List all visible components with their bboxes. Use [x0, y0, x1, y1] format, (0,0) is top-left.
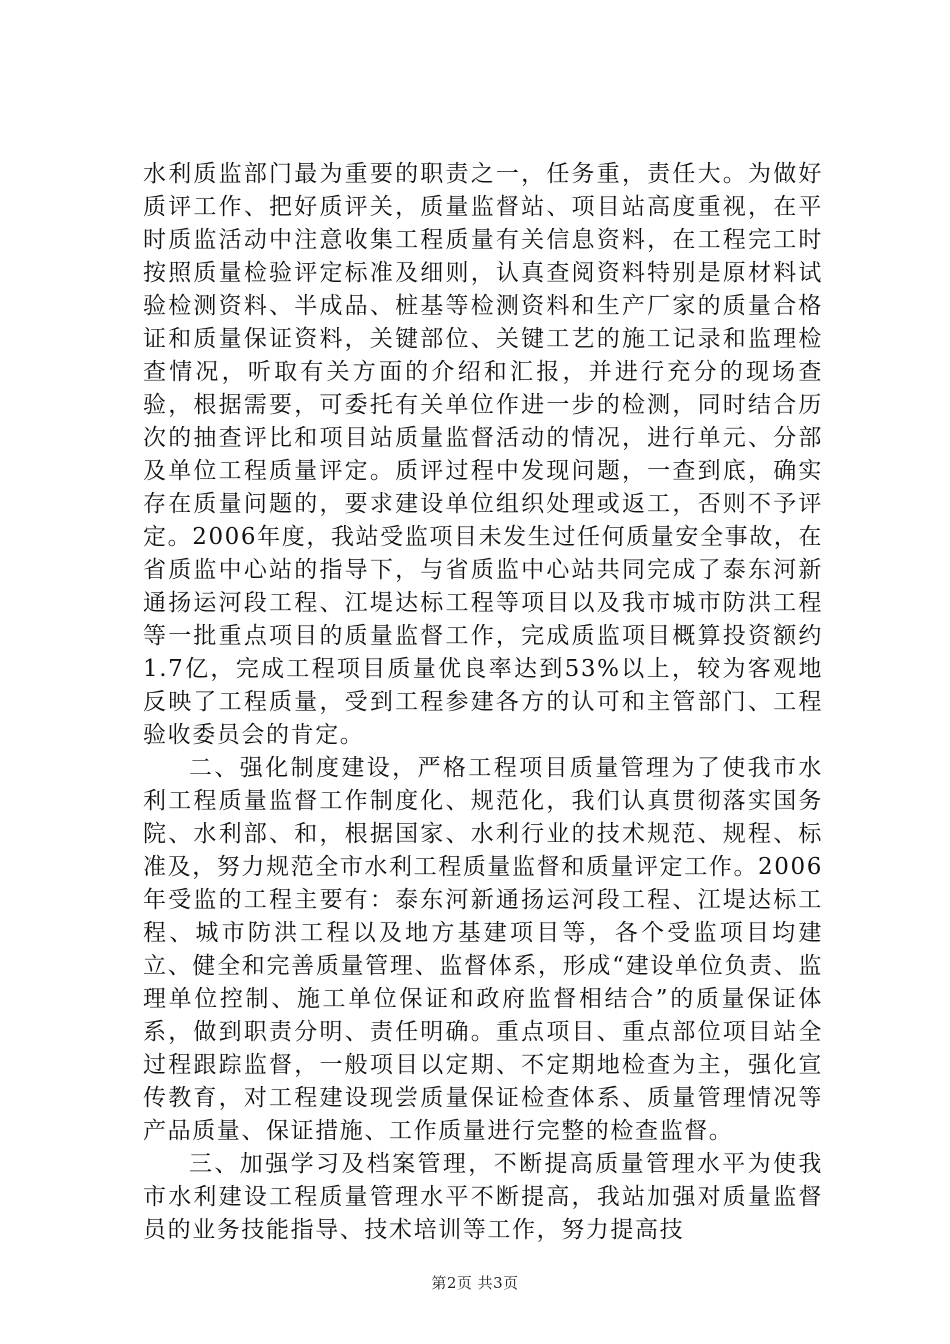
paragraph-system-construction: 二、强化制度建设，严格工程项目质量管理为了使我市水利工程质量监督工作制度化、规范化，我们认真贯彻落实国务院、水利部、和，根据国家、水利行业的技术规范、规程、标准及，努力规范全市水利工程质量监督和质量评定工作。2006年受监的工程主要有：泰东河新通扬运河段工程、江堤达标工程、城市防洪工程以及地方基建项目等，各个受监项目均建立、健全和完善质量管理、监督体系，形成“建设单位负责、监理单位控制、施工单位保证和政府监督相结合”的质量保证体系，做到职责分明、责任明确。重点项目、重点部位项目站全过程跟踪监督，一般项目以定期、不定期地检查为主，强化宣传教育，对工程建设现尝质量保证检查体系、质量管理情况等产品质量、保证措施、工作质量进行完整的检查监督。: [143, 755, 823, 1144]
paragraph-learning-archives: 三、加强学习及档案管理，不断提高质量管理水平为使我市水利建设工程质量管理水平不断提高，我站加强对质量监督员的业务技能指导、技术培训等工作，努力提高技: [143, 1151, 823, 1243]
paragraph-quality-evaluation: 水利质监部门最为重要的职责之一，任务重，责任大。为做好质评工作、把好质评关，质量监督站、项目站高度重视，在平时质监活动中注意收集工程质量有关信息资料，在工程完工时按照质量检验评定标准及细则，认真查阅资料特别是原材料试验检测资料、半成品、桩基等检测资料和生产厂家的质量合格证和质量保证资料，关键部位、关键工艺的施工记录和监理检查情况，听取有关方面的介绍和汇报，并进行充分的现场查验，根据需要，可委托有关单位作进一步的检测，同时结合历次的抽查评比和项目站质量监督活动的情况，进行单元、分部及单位工程质量评定。质评过程中发现问题，一查到底，确实存在质量问题的，要求建设单位组织处理或返工，否则不予评定。2006年度，我站受监项目未发生过任何质量安全事故，在省质监中心站的指导下，与省质监中心站共同完成了泰东河新通扬运河段工程、江堤达标工程等项目以及我市城市防洪工程等一批重点项目的质量监督工作，完成质监项目概算投资额约1.7亿，完成工程项目质量优良率达到53%以上，较为客观地反映了工程质量，受到工程参建各方的认可和主管部门、工程验收委员会的肯定。: [143, 161, 823, 748]
page-footer: 第2页 共3页: [431, 1274, 519, 1292]
document-body: [143, 158, 823, 1247]
